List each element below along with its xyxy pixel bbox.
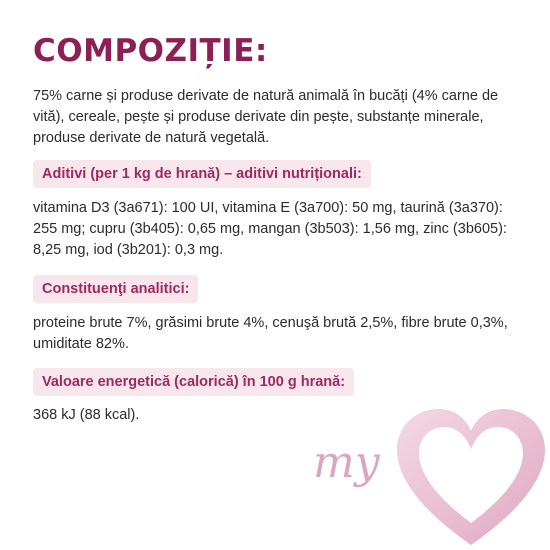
energy-value-text: 368 kJ (88 kcal). xyxy=(33,407,140,423)
additives-text: vitamina D3 (3a671): 100 UI, vitamina E (3a700): 50 mg, taurină (3a370): 255 mg; cupru (3b405): 0,65 mg, mangan (3b503): 1,56 mg, zinc (3b605): 8,25 mg, iod (3b201): 0,3 mg. xyxy=(33,200,507,258)
energy-value-label: Valoare energetică (calorică) în 100 g hrană: xyxy=(33,368,354,396)
page-title: COMPOZIȚIE: xyxy=(33,33,268,69)
analytical-constituents-text: proteine brute 7%, grăsimi brute 4%, cenuşă brută 2,5%, fibre brute 0,3%, umiditate 82%. xyxy=(33,315,508,352)
logo-text: my xyxy=(313,437,380,488)
brand-logo xyxy=(305,395,550,550)
composition-text: 75% carne și produse derivate de natură animală în bucăți (4% carne de vită), cereale, pește și produse derivate din pește, substanțe minerale, produse derivate de natură vegetală. xyxy=(33,88,499,146)
analytical-constituents-label: Constituenţi analitici: xyxy=(33,275,198,303)
additives-label: Aditivi (per 1 kg de hrană) – aditivi nutriționali: xyxy=(33,160,371,188)
heart-icon xyxy=(397,409,545,545)
